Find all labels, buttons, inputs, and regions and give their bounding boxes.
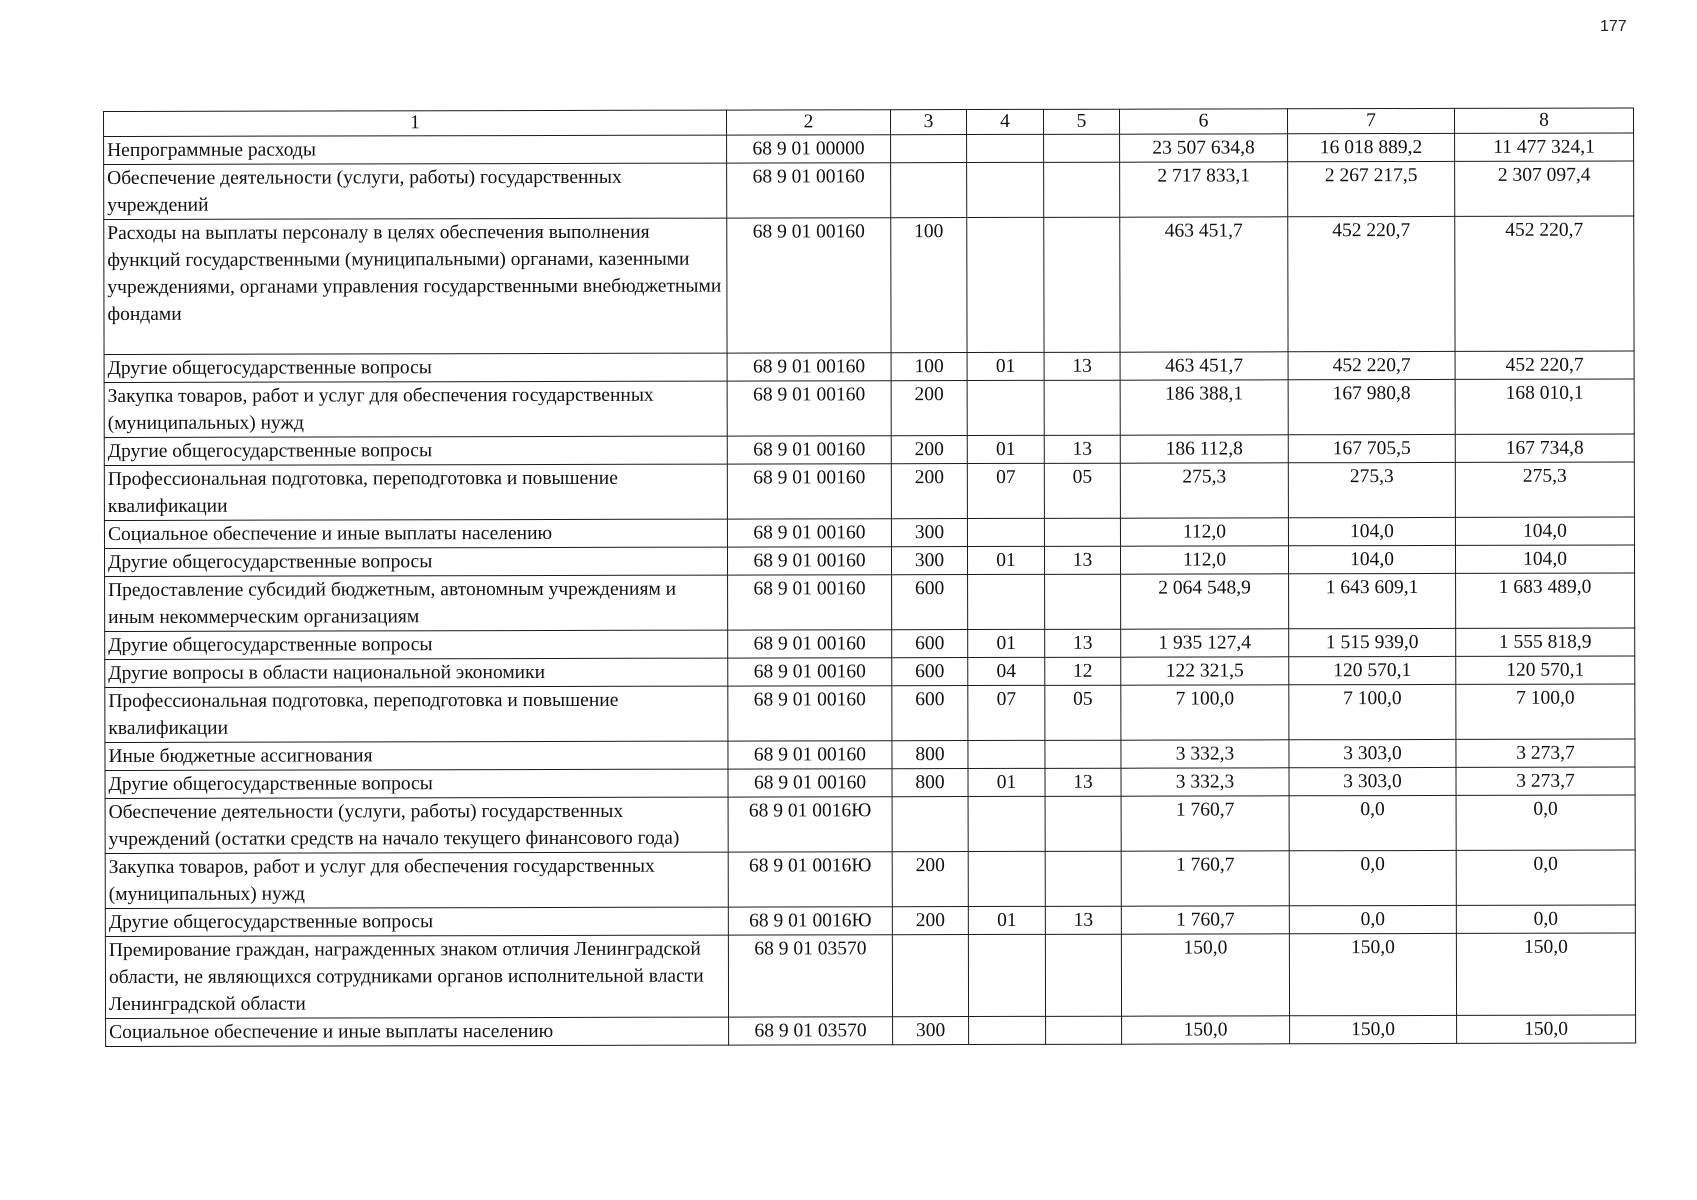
amount-col6-cell: 1 760,7 [1121,906,1289,934]
subsection-cell [1044,518,1120,546]
budget-code-cell: 68 9 01 00160 [727,353,891,381]
column-header: 7 [1287,108,1454,133]
subsection-cell: 13 [1044,352,1120,380]
section-cell: 01 [967,352,1044,380]
subsection-cell: 12 [1045,657,1121,685]
column-header: 6 [1119,109,1287,134]
amount-col8-cell: 104,0 [1455,545,1634,573]
expense-name-cell: Другие общегосударственные вопросы [104,547,727,576]
amount-col8-cell: 0,0 [1456,795,1635,850]
subsection-cell: 05 [1044,463,1120,518]
amount-col6-cell: 463 451,7 [1120,217,1288,352]
section-cell [967,217,1044,352]
amount-col8-cell: 167 734,8 [1455,434,1634,462]
table-row [106,1015,1636,1046]
expense-type-cell [891,163,967,218]
section-cell: 01 [968,629,1045,657]
amount-col7-cell: 2 267 217,5 [1288,161,1455,216]
amount-col7-cell: 0,0 [1289,795,1456,850]
expense-type-cell: 800 [892,741,968,769]
section-cell: 07 [968,685,1045,740]
amount-col8-cell: 275,3 [1455,462,1634,517]
budget-code-cell: 68 9 01 00160 [728,658,892,686]
amount-col8-cell: 150,0 [1457,1015,1636,1043]
amount-col8-cell: 7 100,0 [1456,684,1635,739]
budget-code-cell: 68 9 01 00160 [728,741,892,769]
amount-col8-cell: 0,0 [1456,850,1635,905]
table-row [105,573,1635,631]
table-row [105,795,1635,853]
amount-col8-cell: 168 010,1 [1455,379,1634,434]
amount-col6-cell: 112,0 [1120,546,1288,574]
expense-type-cell [892,797,968,852]
table-row [105,628,1635,659]
expense-type-cell: 200 [891,381,967,436]
amount-col6-cell: 275,3 [1120,463,1288,518]
subsection-cell [1044,380,1120,435]
amount-col7-cell: 452 220,7 [1288,216,1455,351]
subsection-cell [1046,1016,1122,1044]
subsection-cell [1045,796,1121,851]
amount-col6-cell: 1 760,7 [1121,851,1289,906]
table-row [105,850,1635,908]
amount-col7-cell: 104,0 [1288,517,1455,545]
expense-type-cell: 800 [892,769,968,797]
expense-type-cell: 200 [892,852,968,907]
column-header: 8 [1454,108,1633,133]
expense-type-cell: 600 [892,658,968,686]
amount-col6-cell: 112,0 [1120,518,1288,546]
expense-name-cell: Расходы на выплаты персоналу в целях обеспечения выполнения функций государственными (муниципальными) органами, казенными учреждениями, органами управления государственными внебюджетными фондами [104,218,727,354]
expense-type-cell: 100 [891,353,967,381]
amount-col7-cell: 3 303,0 [1289,739,1456,767]
amount-col8-cell: 150,0 [1456,933,1635,1015]
subsection-cell: 13 [1044,546,1120,574]
expense-name-cell: Обеспечение деятельности (услуги, работы) государственных учреждений (остатки средств на начало текущего финансового года) [105,797,728,853]
section-cell: 04 [968,657,1045,685]
column-header: 1 [104,110,727,136]
expense-name-cell: Другие общегосударственные вопросы [105,769,728,798]
budget-code-cell: 68 9 01 0016Ю [728,797,892,852]
section-cell [967,134,1044,162]
expense-type-cell: 600 [892,686,968,741]
expense-type-cell: 300 [891,519,967,547]
budget-code-cell: 68 9 01 0016Ю [728,907,892,935]
expense-name-cell: Профессиональная подготовка, переподготовка и повышение квалификации [104,464,727,520]
budget-code-cell: 68 9 01 00160 [728,686,892,741]
section-cell [968,740,1045,768]
section-cell: 01 [967,546,1044,574]
page-number: 177 [1600,18,1627,35]
amount-col8-cell: 0,0 [1456,905,1635,933]
table-row [105,684,1635,742]
section-cell [968,851,1045,906]
budget-code-cell: 68 9 01 00160 [728,575,892,630]
expense-name-cell: Другие вопросы в области национальной экономики [105,658,728,687]
amount-col7-cell: 16 018 889,2 [1288,133,1455,161]
budget-table [103,108,1636,1047]
section-cell [967,162,1044,217]
subsection-cell: 05 [1045,685,1121,740]
budget-code-cell: 68 9 01 0016Ю [728,852,892,907]
expense-type-cell: 200 [892,907,968,935]
section-cell: 07 [967,463,1044,518]
amount-col6-cell: 2 064 548,9 [1121,574,1289,629]
table-row [104,379,1634,437]
subsection-cell [1044,217,1120,352]
section-cell: 01 [968,768,1045,796]
expense-type-cell: 200 [891,464,967,519]
table-row [105,767,1635,798]
subsection-cell: 13 [1044,435,1120,463]
amount-col7-cell: 275,3 [1288,462,1455,517]
amount-col8-cell: 452 220,7 [1455,216,1634,351]
table-body [104,108,1636,1046]
section-cell [967,518,1044,546]
expense-name-cell: Обеспечение деятельности (услуги, работы) государственных учреждений [104,163,727,219]
expense-type-cell: 600 [892,630,968,658]
table-row [105,905,1635,936]
subsection-cell [1044,134,1120,162]
table-row [104,517,1634,548]
amount-col8-cell: 1 683 489,0 [1456,573,1635,628]
table-row [104,216,1634,354]
subsection-cell [1045,574,1121,629]
table-row [104,545,1634,576]
table-row [104,161,1634,219]
amount-col6-cell: 150,0 [1122,1016,1290,1044]
expense-type-cell: 300 [891,547,967,575]
subsection-cell [1045,851,1121,906]
section-cell [968,574,1045,629]
budget-code-cell: 68 9 01 00000 [727,135,891,163]
expense-name-cell: Другие общегосударственные вопросы [104,436,727,465]
amount-col6-cell: 186 388,1 [1120,380,1288,435]
amount-col7-cell: 120 570,1 [1289,656,1456,684]
expense-type-cell [892,935,968,1017]
amount-col7-cell: 0,0 [1289,850,1456,905]
expense-name-cell: Другие общегосударственные вопросы [105,630,728,659]
amount-col8-cell: 3 273,7 [1456,739,1635,767]
amount-col6-cell: 3 332,3 [1121,768,1289,796]
expense-name-cell: Закупка товаров, работ и услуг для обеспечения государственных (муниципальных) нужд [104,381,727,437]
budget-code-cell: 68 9 01 03570 [728,935,892,1017]
amount-col8-cell: 452 220,7 [1455,351,1634,379]
column-header: 2 [726,110,890,135]
section-cell: 01 [968,906,1045,934]
budget-code-cell: 68 9 01 00160 [727,163,891,218]
amount-col7-cell: 150,0 [1290,1015,1457,1043]
amount-col8-cell: 2 307 097,4 [1455,161,1634,216]
budget-code-cell: 68 9 01 03570 [729,1017,893,1045]
expense-type-cell: 100 [891,218,967,353]
subsection-cell: 13 [1045,906,1121,934]
budget-code-cell: 68 9 01 00160 [727,381,891,436]
expense-name-cell: Иные бюджетные ассигнования [105,741,728,770]
amount-col7-cell: 7 100,0 [1289,684,1456,739]
section-cell [968,796,1045,851]
subsection-cell [1045,934,1121,1016]
section-cell [967,380,1044,435]
table-row [104,462,1634,520]
amount-col6-cell: 3 332,3 [1121,740,1289,768]
budget-code-cell: 68 9 01 00160 [727,218,891,353]
budget-code-cell: 68 9 01 00160 [727,547,891,575]
table-row [105,656,1635,687]
amount-col6-cell: 122 321,5 [1121,657,1289,685]
expense-name-cell: Премирование граждан, награжденных знаком отличия Ленинградской области, не являющихся сотрудниками органов исполнительной власти Ленинградской области [105,935,728,1018]
amount-col7-cell: 150,0 [1289,933,1456,1015]
subsection-cell: 13 [1045,768,1121,796]
table-row [104,351,1634,382]
expense-name-cell: Другие общегосударственные вопросы [104,353,727,382]
amount-col7-cell: 3 303,0 [1289,767,1456,795]
budget-code-cell: 68 9 01 00160 [727,519,891,547]
expense-name-cell: Предоставление субсидий бюджетным, автономным учреждениям и иным некоммерческим организациям [105,575,728,631]
table-row [105,739,1635,770]
amount-col6-cell: 2 717 833,1 [1120,162,1288,217]
budget-code-cell: 68 9 01 00160 [728,630,892,658]
section-cell: 01 [967,435,1044,463]
amount-col7-cell: 167 705,5 [1288,434,1455,462]
amount-col8-cell: 11 477 324,1 [1455,133,1634,161]
subsection-cell [1045,740,1121,768]
column-header: 5 [1043,109,1119,134]
amount-col7-cell: 452 220,7 [1288,351,1455,379]
expense-type-cell [891,135,967,163]
amount-col8-cell: 3 273,7 [1456,767,1635,795]
amount-col7-cell: 167 980,8 [1288,379,1455,434]
amount-col7-cell: 1 643 609,1 [1289,573,1456,628]
amount-col6-cell: 463 451,7 [1120,352,1288,380]
amount-col6-cell: 150,0 [1121,934,1289,1016]
expense-type-cell: 200 [891,436,967,464]
expense-name-cell: Другие общегосударственные вопросы [105,907,728,936]
amount-col6-cell: 186 112,8 [1120,435,1288,463]
subsection-cell [1044,162,1120,217]
budget-code-cell: 68 9 01 00160 [727,436,891,464]
section-cell [969,1016,1046,1044]
budget-code-cell: 68 9 01 00160 [728,769,892,797]
table-row [105,933,1635,1018]
expense-name-cell: Социальное обеспечение и иные выплаты населению [106,1017,729,1046]
amount-col7-cell: 104,0 [1288,545,1455,573]
amount-col6-cell: 23 507 634,8 [1120,134,1288,162]
amount-col8-cell: 1 555 818,9 [1456,628,1635,656]
amount-col7-cell: 1 515 939,0 [1289,628,1456,656]
amount-col6-cell: 1 760,7 [1121,796,1289,851]
table-header-row [104,108,1634,136]
section-cell [968,934,1045,1016]
expense-name-cell: Профессиональная подготовка, переподготовка и повышение квалификации [105,686,728,742]
table-row [104,434,1634,465]
budget-code-cell: 68 9 01 00160 [727,464,891,519]
expense-type-cell: 600 [892,575,968,630]
expense-type-cell: 300 [893,1017,969,1045]
amount-col6-cell: 1 935 127,4 [1121,629,1289,657]
table-row [104,133,1634,164]
amount-col7-cell: 0,0 [1289,905,1456,933]
column-header: 3 [890,110,966,135]
amount-col8-cell: 120 570,1 [1456,656,1635,684]
amount-col8-cell: 104,0 [1455,517,1634,545]
expense-name-cell: Социальное обеспечение и иные выплаты населению [104,519,727,548]
expense-name-cell: Закупка товаров, работ и услуг для обеспечения государственных (муниципальных) нужд [105,852,728,908]
subsection-cell: 13 [1045,629,1121,657]
expense-name-cell: Непрограммные расходы [104,135,727,164]
column-header: 4 [966,109,1043,134]
amount-col6-cell: 7 100,0 [1121,685,1289,740]
